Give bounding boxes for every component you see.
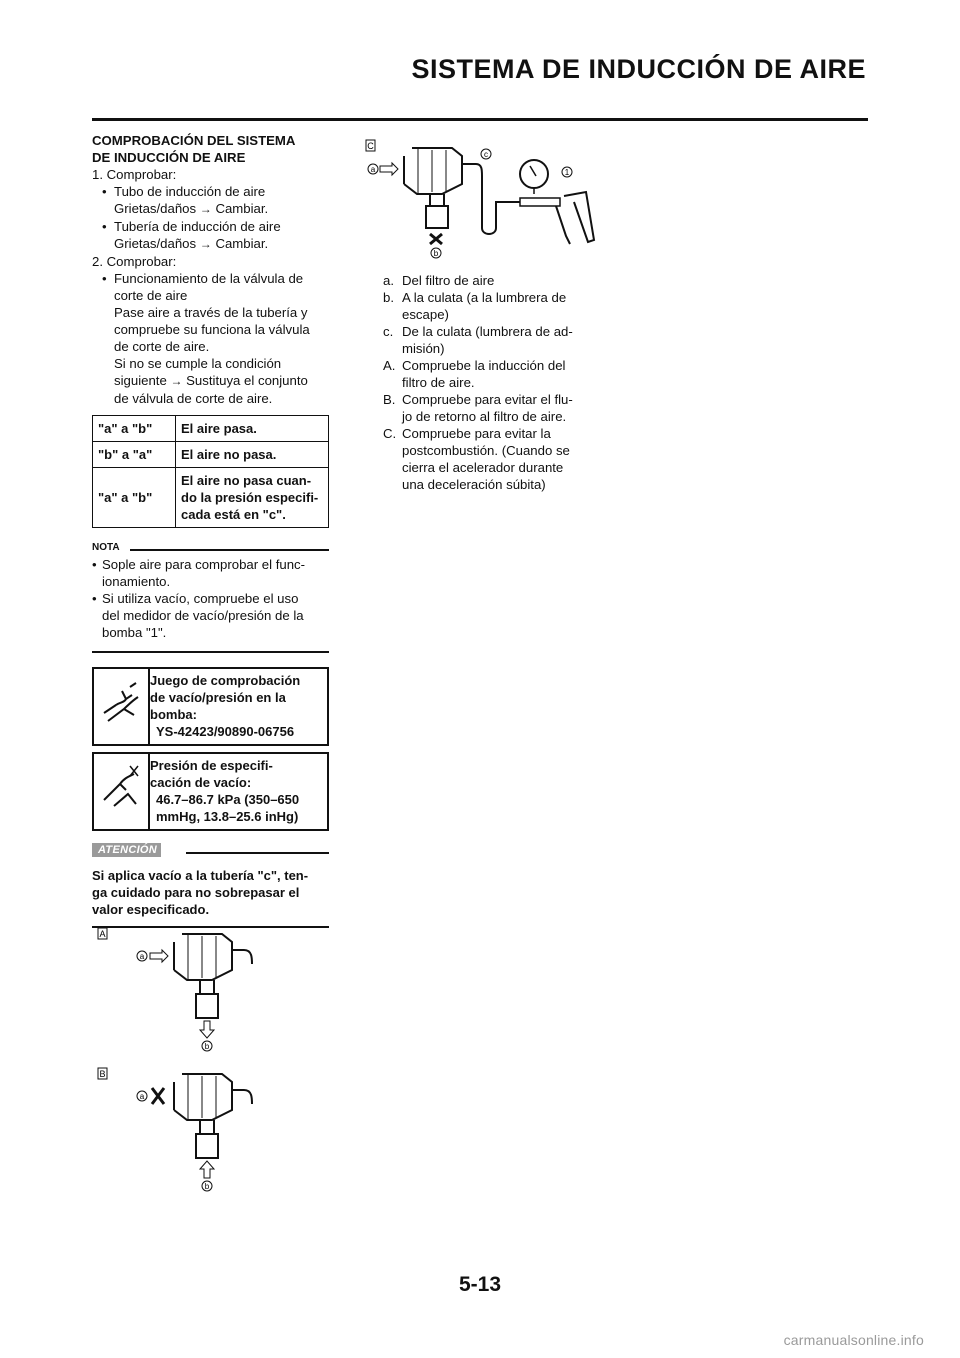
- cross-icon: [430, 234, 442, 244]
- nota-body: • Sople aire para comprobar el func- ionamiento. • Si utiliza vacío, compruebe el uso del medidor de vacío/presión de la bomba "1".: [92, 557, 306, 640]
- table-row: "a" a "b" El aire no pasa cuan- do la presión especifi- cada está en "c".: [93, 468, 329, 528]
- nota-end-rule: [92, 651, 329, 653]
- svg-text:a: a: [370, 165, 376, 174]
- svg-text:b: b: [433, 249, 439, 258]
- spec-wrench-icon: [94, 754, 150, 829]
- atencion-badge: ATENCIÓN: [92, 843, 161, 857]
- header-rule: [92, 118, 868, 121]
- svg-text:a: a: [139, 952, 145, 961]
- legend-item: a. Del filtro de aire: [383, 273, 495, 288]
- figure-letter: B: [99, 1069, 106, 1079]
- spec-box: Presión de especifi- cación de vacío: 46.7–86.7 kPa (350–650 mmHg, 13.8–25.6 inHg): [92, 752, 329, 831]
- atencion-text: Si aplica vacío a la tubería "c", ten- ga cuidado para no sobrepasar el valor especificado.: [92, 868, 309, 917]
- legend-item: c. De la culata (lumbrera de ad- misión): [383, 324, 573, 356]
- left-column: [92, 132, 329, 928]
- atencion-header: [92, 843, 329, 859]
- figure-b: [92, 1064, 272, 1194]
- svg-text:a: a: [139, 1092, 145, 1101]
- legend-item: C. Compruebe para evitar la postcombustión. (Cuando se cierra el acelerador durante una deceleración súbita): [383, 426, 570, 492]
- step-1-bullet-1: • Tubo de inducción de aire: [102, 184, 266, 199]
- table-row: "b" a "a" El aire no pasa.: [93, 442, 329, 468]
- table-row: "a" a "b" El aire pasa.: [93, 416, 329, 442]
- step-1-bullet-2: • Tubería de inducción de aire: [102, 219, 281, 234]
- nota-header: NOTA: [92, 542, 329, 556]
- figure-a: [92, 924, 272, 1054]
- legend-item: B. Compruebe para evitar el flu- jo de retorno al filtro de aire.: [383, 392, 573, 424]
- cross-icon: [152, 1088, 164, 1104]
- condition-table: [92, 415, 329, 528]
- pump-handle-icon: [556, 192, 594, 244]
- arrow-icon: →: [170, 374, 183, 388]
- section-title: COMPROBACIÓN DEL SISTEMA DE INDUCCIÓN DE AIRE: [92, 133, 296, 165]
- wrench-tool-icon: [94, 669, 150, 744]
- page-number: 5-13: [458, 1273, 502, 1296]
- step-1: 1. Comprobar: • Tubo de inducción de aire Grietas/daños → Cambiar. • Tubería de inducción de aire Grietas/daños → Cambiar.: [92, 166, 329, 253]
- legend-item: A. Compruebe la inducción del filtro de aire.: [383, 358, 566, 390]
- arrow-icon: →: [199, 237, 212, 251]
- page-title: SISTEMA DE INDUCCIÓN DE AIRE: [411, 54, 866, 84]
- tool-part-number: YS-42423/90890-06756: [156, 724, 295, 739]
- legend-item: b. A la culata (a la lumbrera de escape): [383, 290, 567, 322]
- tool-box: Juego de comprobación de vacío/presión en la bomba: YS-42423/90890-06756: [92, 667, 329, 746]
- figure-c: [360, 136, 610, 266]
- arrow-icon: →: [199, 202, 212, 216]
- step-2: 2. Comprobar: • Funcionamiento de la válvula de corte de aire Pase aire a través de la tubería y compruebe su funciona la válvula de corte de aire. Si no se cumple la condición siguiente → Sustituya el conjunto de válvula de corte de aire.: [92, 254, 310, 406]
- figure-legend: [383, 272, 613, 493]
- svg-text:c: c: [484, 150, 488, 159]
- watermark[interactable]: carmanualsonline.info: [783, 1332, 924, 1348]
- svg-text:1: 1: [564, 168, 570, 177]
- svg-text:b: b: [204, 1182, 210, 1191]
- figure-letter: A: [99, 929, 106, 939]
- svg-text:b: b: [204, 1042, 210, 1051]
- figure-letter: C: [367, 141, 374, 151]
